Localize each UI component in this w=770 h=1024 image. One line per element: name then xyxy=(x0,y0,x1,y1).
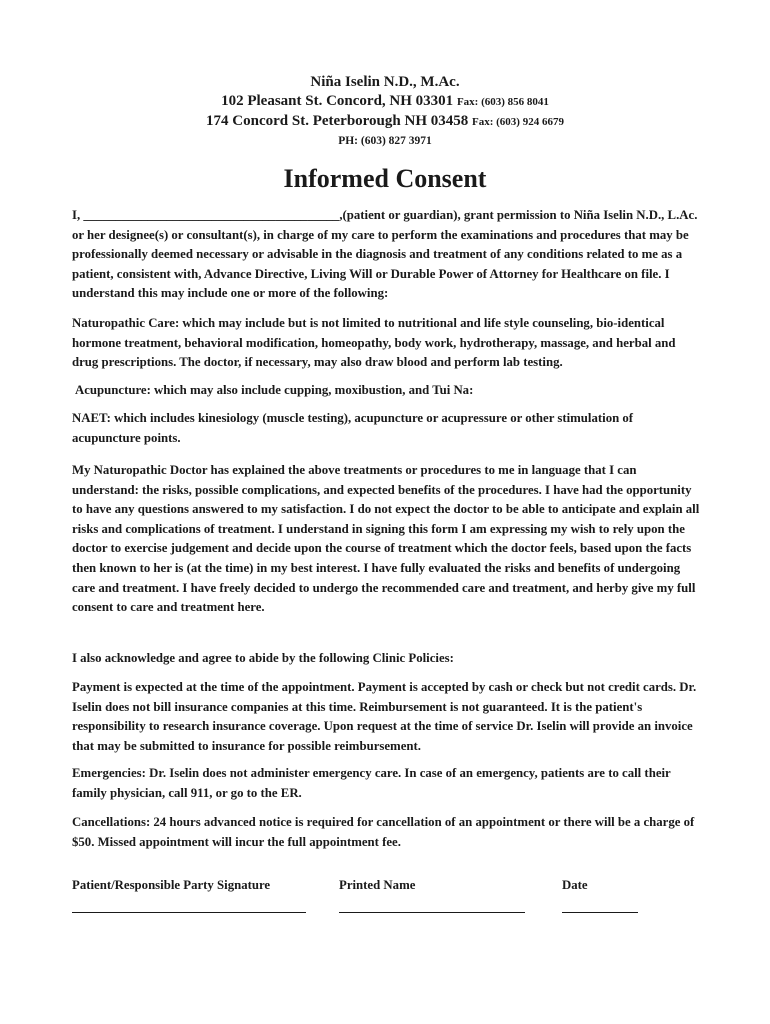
practice-header xyxy=(0,72,770,150)
page-title: Informed Consent xyxy=(283,164,487,193)
fax-peterborough: Fax: (603) 924 6679 xyxy=(472,116,564,128)
payment-policy-paragraph: Payment is expected at the time of the appointment. Payment is accepted by cash or check but not credit cards. Dr. Iselin does not bill insurance companies at this time. Reimbursement is not guaranteed. It is the patient's responsibility to research insurance coverage. Upon request at the time of service Dr. Iselin will provide an invoice that may be submitted to insurance for possible reimbursement. xyxy=(72,680,697,753)
intro-paragraph: I, ________________________________________,(patient or guardian), grant permission to Niña Iselin N.D., L.Ac. or her designee(s) or consultant(s), in charge of my care to perform the examinations and procedures that may be professionally deemed necessary or advisable in the diagnosis and treatment of any conditions related to me as a patient, consistent with, Advance Directive, Living Will or Durable Power of Attorney for Healthcare on file. I understand this may include one or more of the following: xyxy=(72,208,698,301)
naturopathic-care-paragraph: Naturopathic Care: which may include but is not limited to nutritional and life style counseling, bio-identical hormone treatment, behavioral modification, homeopathy, body work, hydrotherapy, massage, and herbal and drug prescriptions. The doctor, if necessary, may also draw blood and perform lab testing. xyxy=(72,316,676,370)
printed-name-label: Printed Name xyxy=(339,878,416,892)
practitioner-name: Niña Iselin N.D., M.Ac. xyxy=(310,74,460,90)
address-concord xyxy=(0,92,770,112)
printed-name-line[interactable] xyxy=(339,912,525,913)
address-peterborough-street: 174 Concord St. Peterborough NH 03458 xyxy=(206,113,469,129)
fax-concord: Fax: (603) 856 8041 xyxy=(456,96,549,108)
signature-line[interactable] xyxy=(72,912,306,913)
cancellations-policy-paragraph: Cancellations: 24 hours advanced notice is required for cancellation of an appointment or there will be a charge of $50. Missed appointment will incur the full appointment fee. xyxy=(72,815,695,849)
explanation-paragraph: My Naturopathic Doctor has explained the above treatments or procedures to me in language that I can understand: the risks, possible complications, and expected benefits of the procedures. I have had the opportunity to have any questions answered to my satisfaction. I do not expect the doctor to be able to anticipate and explain all risks and complications of treatment. I understand in signing this form I am expressing my wish to rely upon the doctor to exercise judgement and decide upon the course of treatment which the doctor feels, based upon the facts then known to her is (at the time) in my best interest. I have fully evaluated the risks and benefits of undergoing care and treatment. I have freely decided to undergo the recommended care and treatment, and herby give my full consent to care and treatment here. xyxy=(72,463,700,615)
signature-block xyxy=(72,878,700,938)
signature-label: Patient/Responsible Party Signature xyxy=(72,878,271,892)
emergencies-policy-paragraph: Emergencies: Dr. Iselin does not administer emergency care. In case of an emergency, patients are to call their family physician, call 911, or go to the ER. xyxy=(72,766,671,800)
phone-number: PH: (603) 827 3971 xyxy=(338,135,432,147)
date-line[interactable] xyxy=(562,912,638,913)
naet-paragraph: NAET: which includes kinesiology (muscle testing), acupuncture or acupressure or other stimulation of acupuncture points. xyxy=(72,411,634,445)
date-label: Date xyxy=(562,878,588,892)
clinic-policies-heading: I also acknowledge and agree to abide by the following Clinic Policies: xyxy=(72,651,454,665)
acupuncture-paragraph: Acupuncture: which may also include cupping, moxibustion, and Tui Na: xyxy=(75,383,474,397)
address-concord-street: 102 Pleasant St. Concord, NH 03301 xyxy=(221,93,454,109)
address-peterborough xyxy=(0,112,770,132)
